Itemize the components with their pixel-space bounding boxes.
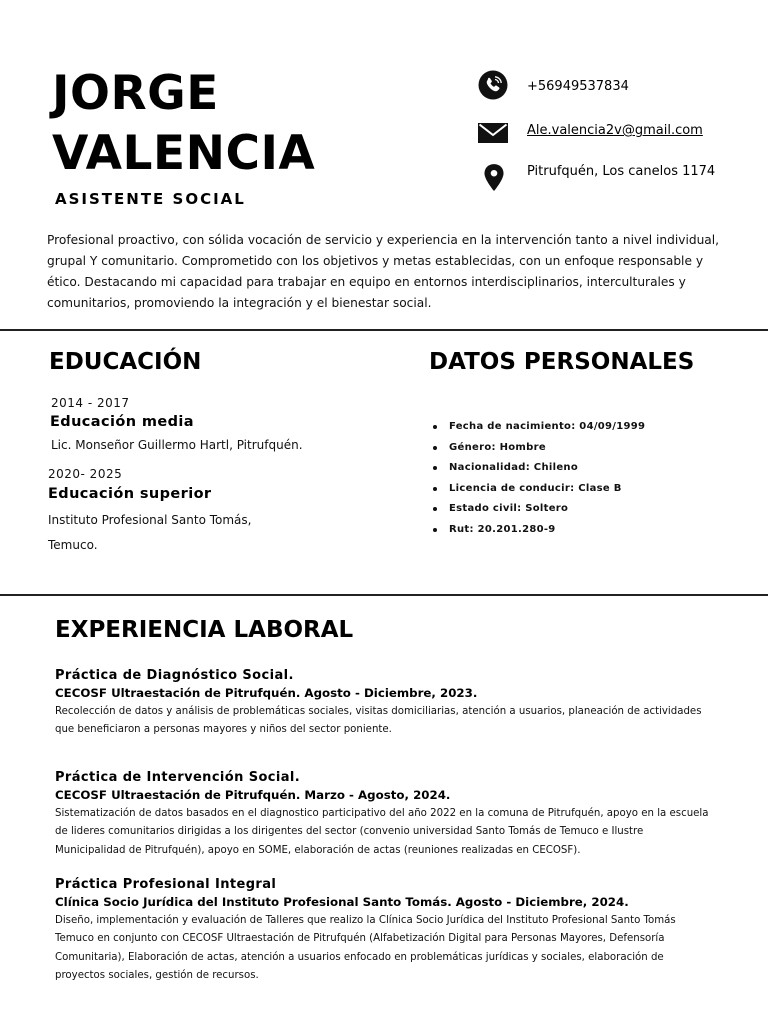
- name-first: JORGE: [52, 66, 219, 121]
- personal-data-item: Estado civil: Soltero: [433, 502, 645, 523]
- experience-heading: EXPERIENCIA LABORAL: [55, 617, 354, 643]
- name-last: VALENCIA: [52, 126, 316, 181]
- address-text: Pitrufquén, Los canelos 1174: [527, 164, 716, 179]
- experience-item: [55, 877, 715, 986]
- profile-summary: Profesional proactivo, con sólida vocación de servicio y experiencia en la intervención tanto a nivel individual, grupal Y comunitario. Comprometido con los objetivos y metas establecidas, con un enfoque responsable y ético. Destacando mi capacidad para trabajar en equipo en entornos interdisciplinarios, interculturales y comunitarios, promoviendo la integración y el bienestar social.: [47, 233, 720, 310]
- phone-icon: [478, 70, 508, 100]
- personal-data-item: Fecha de nacimiento: 04/09/1999: [433, 420, 645, 441]
- personal-data-list: [433, 420, 645, 544]
- experience-role: Práctica de Intervención Social.: [55, 770, 301, 785]
- section-divider: [0, 329, 768, 331]
- education-period: 2014 - 2017: [51, 396, 130, 410]
- section-divider: [0, 594, 768, 596]
- experience-role: Práctica Profesional Integral: [55, 877, 277, 892]
- email-link[interactable]: Ale.valencia2v@gmail.com: [527, 123, 703, 138]
- personal-data-heading: DATOS PERSONALES: [429, 349, 695, 375]
- personal-data-item: Nacionalidad: Chileno: [433, 461, 645, 482]
- contact-address: [478, 162, 758, 202]
- phone-number: +56949537834: [527, 79, 629, 94]
- experience-description: Recolección de datos y análisis de problemáticas sociales, visitas domiciliarias, atención a usuarios, planeación de actividades que beneficiaron a personas mayores y niños del sector poniente.: [55, 706, 702, 736]
- contact-phone: [478, 70, 758, 110]
- education-institution: Lic. Monseñor Guillermo Hartl, Pitrufquén.: [51, 438, 303, 452]
- education-degree: Educación superior: [48, 486, 212, 502]
- location-pin-icon: [481, 162, 507, 194]
- experience-item: [55, 668, 715, 740]
- experience-role: Práctica de Diagnóstico Social.: [55, 668, 294, 683]
- email-icon: [478, 120, 508, 150]
- job-title: ASISTENTE SOCIAL: [55, 190, 246, 208]
- education-heading: EDUCACIÓN: [49, 349, 202, 375]
- experience-organization: CECOSF Ultraestación de Pitrufquén. Agosto - Diciembre, 2023.: [55, 686, 478, 700]
- contact-email: [478, 118, 758, 158]
- personal-data-item: Género: Hombre: [433, 441, 645, 462]
- education-institution: Instituto Profesional Santo Tomás,: [48, 513, 252, 527]
- experience-organization: CECOSF Ultraestación de Pitrufquén. Marzo - Agosto, 2024.: [55, 788, 451, 802]
- education-period: 2020- 2025: [48, 467, 123, 481]
- personal-data-item: Rut: 20.201.280-9: [433, 523, 645, 544]
- experience-description: Sistematización de datos basados en el diagnostico participativo del año 2022 en la comuna de Pitrufquén, apoyo en la escuela de lideres comunitarios dirigidas a los dirigentes del sector (convenio universidad Santo Tomás de Temuco e Ilustre Municipalidad de Pitrufquén), apoyo en SOME, elaboración de actas (reuniones realizadas en CECOSF).: [55, 808, 709, 856]
- education-institution-city: Temuco.: [48, 538, 98, 552]
- education-degree: Educación media: [50, 414, 194, 430]
- experience-item: [55, 770, 715, 860]
- personal-data-item: Licencia de conducir: Clase B: [433, 482, 645, 503]
- experience-organization: Clínica Socio Jurídica del Instituto Profesional Santo Tomás. Agosto - Diciembre, 2024.: [55, 895, 629, 909]
- experience-description: Diseño, implementación y evaluación de Talleres que realizo la Clínica Socio Jurídica del Instituto Profesional Santo Tomás Temuco en conjunto con CECOSF Ultraestación de Pitrufquén (Alfabetización Digital para Personas Mayores, Defensoría Comunitaria), Elaboración de actas, atención a usuarios enfocado en problemáticas jurídicas y sociales, elaboración de proyectos sociales, gestión de recursos.: [55, 915, 676, 982]
